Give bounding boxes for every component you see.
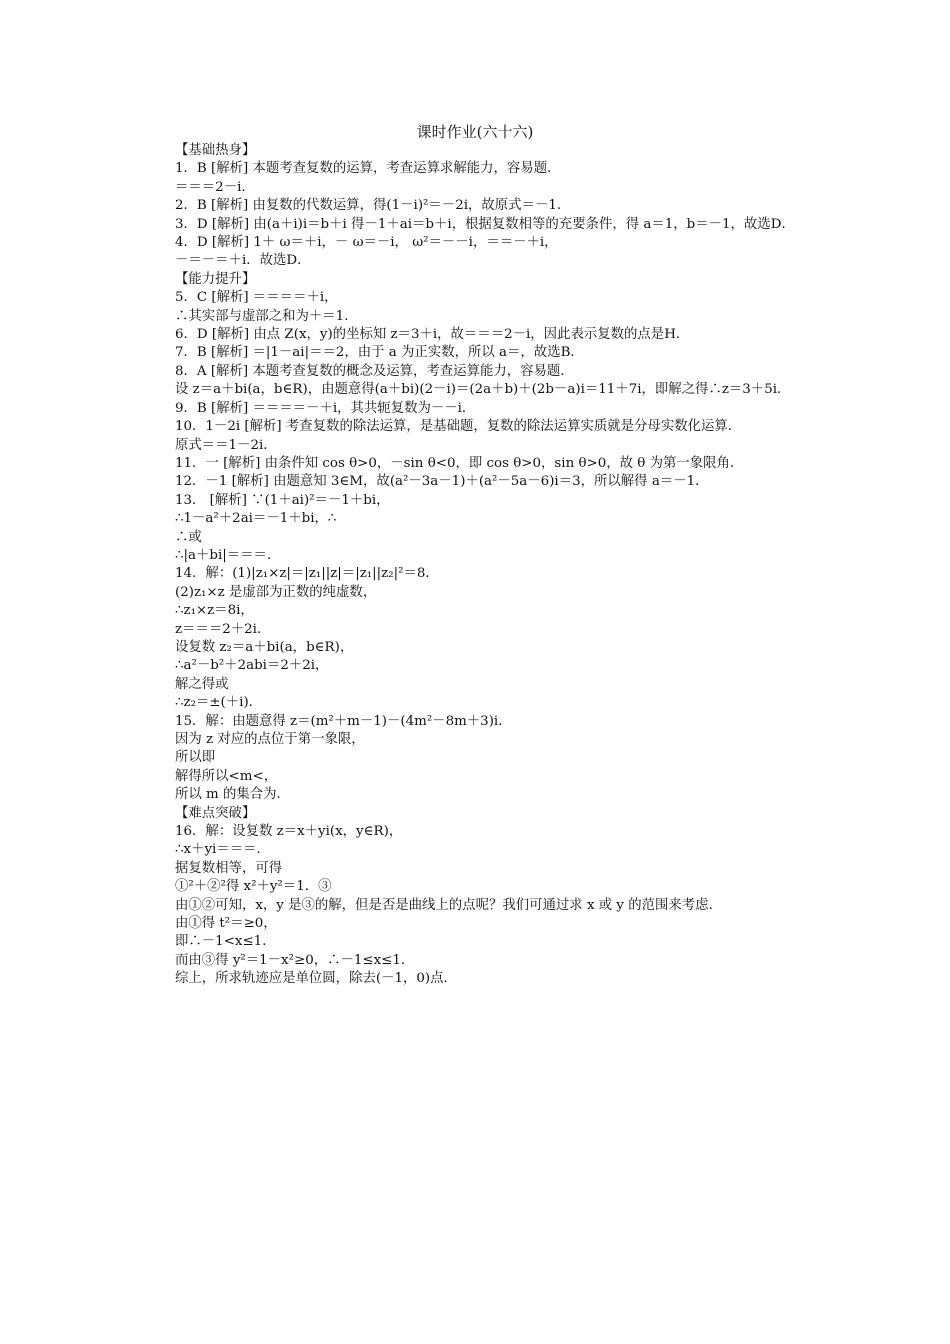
text-line: 16．解：设复数 z＝x＋yi(x，y∈R)， xyxy=(175,824,403,840)
text-line: 10．1－2i [解析] 考查复数的除法运算，是基础题，复数的除法运算实质就是分母实数化运算． xyxy=(175,419,742,435)
text-line: 由①②可知，x，y 是③的解，但是否是曲线上的点呢？我们可通过求 x 或 y 的范围来考虑． xyxy=(175,897,722,913)
text-line: 所以 m 的集合为． xyxy=(175,787,290,803)
text-line: 1．B [解析] 本题考查复数的运算，考查运算求解能力，容易题． xyxy=(175,161,561,177)
text-line: 解得所以<m<， xyxy=(175,768,278,784)
text-line: 7．B [解析] ＝|1－ai|＝＝2，由于 a 为正实数，所以 a＝，故选B． xyxy=(175,345,584,361)
text-line: 12．－1 [解析] 由题意知 3∈M，故(a²－3a－1)＋(a²－5a－6)i＝3，所以解得 a＝－1． xyxy=(175,474,709,490)
text-line: ①²＋②²得 x²＋y²＝1．③ xyxy=(175,879,332,895)
text-line: －＝－＝＋i．故选D． xyxy=(175,253,311,269)
text-line: ∴1－a²＋2ai＝－1＋bi，∴ xyxy=(175,511,337,527)
text-line: ∴x＋yi＝＝＝． xyxy=(175,842,270,858)
text-line: 13． [解析] ∵(1＋ai)²＝－1＋bi， xyxy=(175,492,390,508)
text-line: ＝＝＝2－i． xyxy=(175,179,255,195)
text-line: ∴或 xyxy=(175,529,202,545)
text-line: 6．D [解析] 由点 Z(x，y)的坐标知 z＝3＋i，故＝＝＝2－i，因此表示复数的点是H． xyxy=(175,327,690,343)
text-line: 2．B [解析] 由复数的代数运算，得(1－i)²＝－2i，故原式＝－1． xyxy=(175,198,571,214)
text-line: 3．D [解析] 由(a＋i)i＝b＋i 得－1＋ai＝b＋i，根据复数相等的充要条件，得 a＝1，b＝－1，故选D． xyxy=(175,216,795,232)
text-line: 14．解：(1)|z₁×z|＝|z₁||z|＝|z₁||z₂|²＝8． xyxy=(175,566,439,582)
section-heading: 【能力提升】 xyxy=(175,271,256,287)
answer-content xyxy=(145,142,805,989)
text-line: 综上，所求轨迹应是单位圆，除去(－1，0)点． xyxy=(175,971,457,987)
text-line: 设 z＝a＋bi(a，b∈R)，由题意得(a＋bi)(2－i)＝(2a＋b)＋(2b－a)i＝11＋7i，即解之得∴z＝3＋5i． xyxy=(175,382,791,398)
section-heading: 【基础热身】 xyxy=(175,143,256,158)
text-line: 解之得或 xyxy=(175,676,229,692)
text-line: z＝＝＝2＋2i． xyxy=(175,621,271,637)
text-line: 8．A [解析] 本题考查复数的概念及运算，考查运算能力，容易题． xyxy=(175,363,574,379)
page-title: 课时作业(六十六) xyxy=(416,123,534,141)
text-line: 即∴－1<x≤1． xyxy=(175,934,276,950)
text-line: 5．C [解析] ＝＝＝＝＋i， xyxy=(175,290,338,306)
text-line: 由①得 t²＝≥0， xyxy=(175,916,277,932)
text-line: 11．一 [解析] 由条件知 cos θ>0，－sin θ<0，即 cos θ>0，sin θ>0，故 θ 为第一象限角． xyxy=(175,455,744,471)
text-line: 9．B [解析] ＝＝＝＝－＋i，其共轭复数为－－i． xyxy=(175,400,476,416)
text-line: ∴a²－b²＋2abi＝2＋2i， xyxy=(175,658,329,674)
text-line: 而由③得 y²＝1－x²≥0，∴－1≤x≤1． xyxy=(175,952,415,968)
text-line: ∴z₂＝±(＋i)． xyxy=(175,695,263,711)
text-line: 原式＝＝1－2i． xyxy=(175,437,277,453)
text-line: 因为 z 对应的点位于第一象限， xyxy=(175,732,365,747)
text-line: 15．解：由题意得 z＝(m²＋m－1)－(4m²－8m＋3)i． xyxy=(175,713,512,729)
text-line: ∴z₁×z＝8i， xyxy=(175,603,254,619)
text-line: 4．D [解析] 1＋ ω＝＋i，－ ω＝－i， ω²＝－－i，＝＝－＋i， xyxy=(175,235,558,251)
text-line: 据复数相等，可得 xyxy=(175,860,283,876)
text-line: ∴其实部与虚部之和为＋＝1． xyxy=(175,308,358,324)
text-line: 设复数 z₂＝a＋bi(a，b∈R)， xyxy=(175,639,354,655)
text-line: 所以即 xyxy=(175,750,216,766)
text-line: (2)z₁×z 是虚部为正数的纯虚数， xyxy=(175,584,377,600)
section-heading: 【难点突破】 xyxy=(175,805,256,821)
text-line: ∴|a＋bi|＝＝＝． xyxy=(175,547,281,563)
